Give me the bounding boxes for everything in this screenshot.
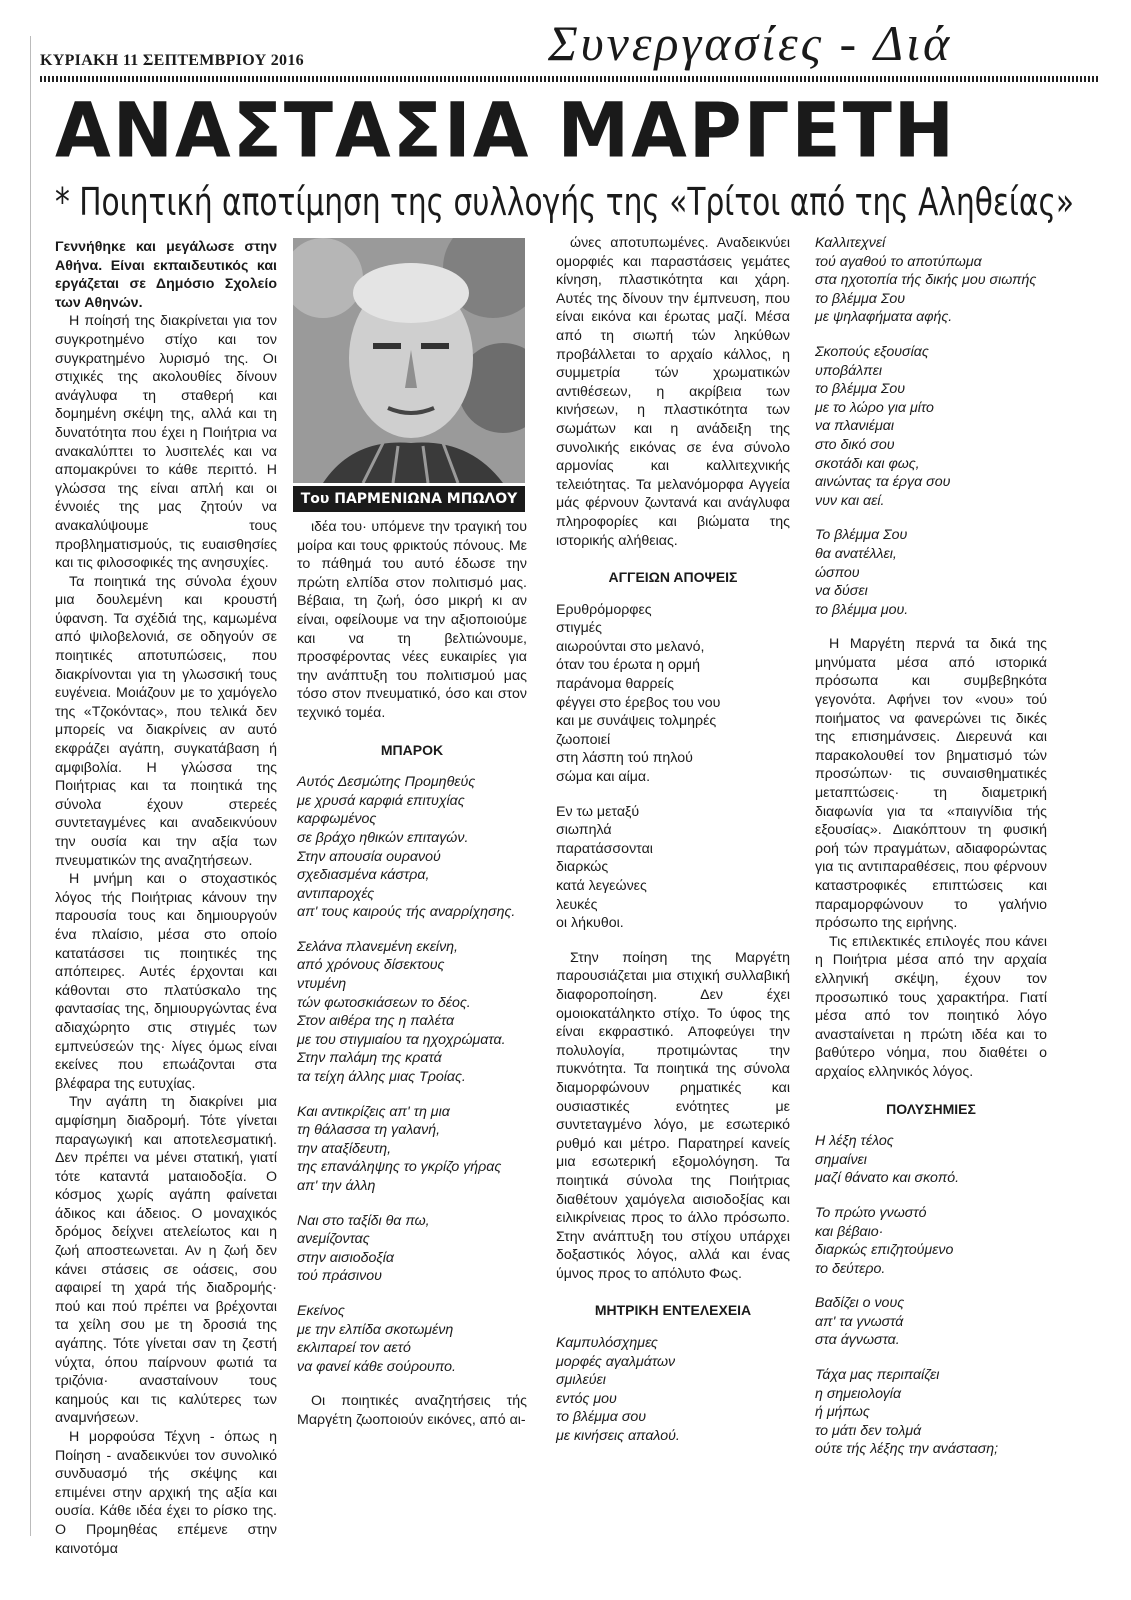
poem-line: το βλέμμα Σου [815,290,906,307]
poem-line: Το βλέμμα Σου [815,527,908,544]
column-2 [297,518,527,1430]
poem-line: το βλέμμα μου. [815,601,909,618]
poem-line: η σημειολογία [815,1385,902,1402]
poem-line: Εκείνος [297,1302,345,1319]
poem-line: να πλανιέμαι [815,418,895,435]
poem [556,1334,790,1446]
paragraph: ιδέα του· υπόμενε την τραγική του μοίρα και τους φρικτούς πόνους. Με το πάθημά του αυτό έδωσε την πρώτη ελπίδα στον πολιτισμό μας. Βέβαια, τη ζωή, όσο μικρή κι αν είναι, οφείλουμε να την αξιοποιούμε και να τη βελτιώνουμε, προσφέροντας νέες ευκαιρίες για την ανάπτυξη του πολιτισμού μας τόσο στον πνευματικό, όσο και στον τεχνικό τομέα. [297,519,527,721]
poem [815,1132,1047,1459]
paragraph: Τα ποιητικά της σύνολα έχουν μια δουλεμένη και κρουστή ύφανση. Τα σχέδιά της, καμωμένα από ψιλοβελονιά, σε οδηγούν σε ποιητικές αποτυπώσεις, που διακρίνονται για τη γλωσσική τους ευγένεια. Μοιάζουν με το χαμόγελο της «Τζοκόντας», που τελικά δεν μπορείς να διακρίνεις αν αυτό εκφράζει αγάπη, συγκατάβαση ή αμφιβολία. Η γλώσσα της Ποιήτριας και τα ποιητικά της σύνολα έχουν στερεές συντεταγμένες και αναδεικνύουν την ουσία και την αξία των πνευματικών της αναζητήσεων. [55,573,277,869]
poem-line: Η λέξη τέλος [815,1133,894,1150]
poem-line: και βέβαιο· [815,1223,884,1240]
poem-line: εκλιπαρεί τον αετό [297,1340,411,1357]
poem-line: στιγμές [556,620,602,637]
poem-line: σώμα και αίμα. [556,769,651,786]
poem-stanza [815,343,1047,510]
poem-line: Αυτός Δεσμώτης Προμηθεύς [297,774,476,791]
poem-line: ντυμένη [297,976,347,993]
column-4 [815,234,1047,1475]
paragraph: Την αγάπη τη διακρίνει μια αμφίσημη διαδρομή. Τότε γίνεται παραγωγική και αποτελεσματική. Δεν πρέπει να μένει στατική, γιατί τότε καταντά ματαιοδοξία. Ο κόσμος χωρίς αγάπη φαίνεται άδικος και άδειος. Ο μοναχικός δρόμος δείχνει ατελείωτος και η ζωή αποστεωνεται. Αν η ζωή δεν κάνει στάσεις σε οάσεις, σου αφαιρεί τη χαρά τής διαδρομής· πού και πού πρέπει να βρέχονται τα χείλη σου με τη δροσιά της αγάπης. Τότε γίνεται σαν τη ζεστή νύχτα, όπου παίρνουν φωτιά τα τριζόνια· ανασταίνουν τους καημούς και τις καλύτερες των αναμνήσεων. [55,1094,277,1427]
poem-stanza [297,1103,527,1196]
poem-line: Καμπυλόσχημες [556,1335,658,1352]
article-title: ΑΝΑΣΤΑΣΙΑ ΜΑΡΓΕΤΗ [55,85,957,175]
portrait-image [293,238,525,483]
poem-line: Σκοπούς εξουσίας [815,343,929,360]
paragraph: Τις επιλεκτικές επιλογές που κάνει η Ποιήτρια μέσα από την αρχαία ελληνική σκέψη, έχουν τον προσωπικό τους χαρακτήρα. Γιατί μέσα από τον ποιητικό λόγο ανασταίνεται η πρώτη ιδέα και το βαθύτερο νόημα, που διαθέτει ο αρχαίος ελληνικός λόγος. [815,933,1047,1080]
poem-line: ή μήπως [815,1404,870,1421]
poem-line: στα ηχοτοπία τής δικής μου σιωπής [815,272,1037,289]
poem-line: σμιλεύει [556,1372,606,1389]
poem-line: το βλέμμα Σου [815,381,906,398]
poem [815,234,1047,619]
poem-line: απ' τα γνωστά [815,1313,904,1330]
poem-line: Στον αιθέρα της η παλέτα [297,1013,455,1030]
poem-stanza [815,234,1047,327]
column-3 [556,234,790,1446]
poem-line: στη λάσπη τού πηλού [556,750,693,767]
poem-line: σχεδιασμένα κάστρα, [297,867,430,884]
poem-line: στα άγνωστα. [815,1332,900,1349]
poem-line: στην αισιοδοξία [297,1249,394,1266]
poem-stanza [815,1204,1047,1278]
poem-line: τα τείχη άλλης μιας Τροίας. [297,1069,466,1086]
article-subtitle: * Ποιητική αποτίμηση της συλλογής της «Τρίτοι από της Αληθείας» [55,180,1075,224]
poem-heading: ΑΓΓΕΙΩΝ ΑΠΟΨΕΙΣ [608,569,738,586]
poem-line: το μάτι δεν τολμά [815,1422,922,1439]
poem-line: με χρυσά καρφιά επιτυχίας [297,792,465,809]
paragraph: Οι ποιητικές αναζητήσεις τής Μαργέτη ζωοποιούν εικόνες, από αι- [297,1393,527,1428]
poem-line: τού πράσινου [297,1268,382,1285]
poem-line: με την ελπίδα σκοτωμένη [297,1321,454,1338]
poem-line: με το λώρο για μίτο [815,399,934,416]
poem-line: παράνομα θαρρείς [556,676,674,693]
poem-line: την αταξίδευτη, [297,1140,392,1157]
poem-stanza [815,1366,1047,1459]
poem-line: Καλλιτεχνεί [815,235,886,251]
poem-line: καρφωμένος [297,811,377,828]
poem-line: τη θάλασσα τη γαλανή, [297,1122,441,1139]
section-title: Συνεργασίες - Διά [548,15,953,71]
poem [297,773,527,1376]
poem-line: οι λήκυθοι. [556,915,624,932]
margin-line [30,36,31,1536]
paragraph: Η Μαργέτη περνά τα δικά της μηνύματα μέσα από ιστορικά πρόσωπα και συμβεβηκότα γεγονότα. Αφήνει τον «νου» τού ποιήματος να φανερώνει τις δικές της επισημάνσεις. Διερευνά και παρακολουθεί τον βηματισμό τών προσώπων· τις συναισθηματικές μεταπτώσεις· τη διαμετρική διαφωνία για τα «παιγνίδια τής εξουσίας». Διακόπτουν τη φυσική ροή τών πραγμάτων, αδιαφορώντας για τις αντιπαραθέσεις, που φέρνουν καταστροφικές επιπτώσεις και παραμορφώνουν το γαλήνιο πρόσωπο της ειρήνης. [815,636,1047,932]
poem-line: Ναι στο ταξίδι θα πω, [297,1212,430,1229]
poem-line: απ' την άλλη [297,1178,376,1194]
poem-line: Εν τω μεταξύ [556,803,640,820]
poem-line: μαζί θάνατο και σκοπό. [815,1170,960,1187]
poem-line: το βλέμμα σου [556,1409,647,1426]
poem-line: της επανάληψης το γκρίζο γήρας [297,1159,502,1176]
poem-line: σιωπηλά [556,822,612,839]
poem-line: αινώντας τα έργα σου [815,474,951,491]
poem-stanza [556,803,790,933]
poem-line: στο δικό σου [815,436,895,453]
poem-line: αντιπαροχές [297,885,375,902]
poem-line: μορφές αγαλμάτων [556,1353,676,1370]
poem-line: σκοτάδι και φως, [815,455,920,472]
paragraph: ώνες αποτυπωμένες. Αναδεικνύει ομορφιές και παραστάσεις γεμάτες κίνηση, πλαστικότητα και χάρη. Αυτές της δίνουν την έμπνευση, που είναι εικόνα και έρωτας μαζί. Μέσα από τη σιωπή τών ληκύθων προβάλλεται το αρχαίο κάλλος, η συμμετρία τών χρωματικών αντιθέσεων, η ακρίβεια των κινήσεων, η πλαστικότητα των σωμάτων και η ανάδειξη της συνολικής εικόνας σε ένα σύνολο αρμονίας και καλλιτεχνικής τελειότητας. Τα μελανόμορφα Αγγεία μάς φέρνουν ζωντανά και ανάγλυφα πληροφορίες και βιώματα της ιστορικής αλήθειας. [556,235,790,549]
poem-stanza [297,938,527,1087]
poem-stanza [297,1302,527,1376]
poem-line: σημαίνει [815,1151,867,1168]
poem-line: και με συνάψεις τολμηρές [556,713,717,730]
poem-line: Στην απουσία ουρανού [297,848,441,865]
poem-line: με ψηλαφήματα αφής. [815,309,953,326]
poem-line: ανεμίζοντας [297,1231,370,1248]
poem-line: Και αντικρίζεις απ' τη μια [297,1103,450,1120]
poem-line: Τάχα μας περιπαίζει [815,1367,940,1384]
paragraph: Η μνήμη και ο στοχαστικός λόγος τής Ποιήτριας κάνουν την παρουσία τους και δημιουργούν ένα πλαίσιο, μέσα στο οποίο κατατάσσει τις ποιητικές της απόπειρες. Αυτές έρχονται και κάθονται στο πλατύσκαλο της φαντασίας της, δημιουργώντας ένα αδιαχώρητο στις στιγμές των εμπνεύσεών της· λίγες όμως είναι εκείνες που επωάζονται στα βλέφαρα της ευτυχίας. [55,871,277,1092]
poem-line: Ερυθρόμορφες [556,601,652,618]
poem-heading: ΜΠΑΡΟΚ [380,741,444,758]
lead-paragraph: Γεννήθηκε και μεγάλωσε στην Αθήνα. Είναι εκπαιδευτικός και εργάζεται σε Δημόσιο Σχολείο των Αθηνών. [55,239,277,311]
poem-line: Σελάνα πλανεμένη εκείνη, [297,938,458,955]
poem-line: ζωοποιεί [556,731,611,748]
poem-line: ώσπου [815,564,860,581]
poem-line: λευκές [556,896,598,913]
poem-line: αιωρούνται στο μελανό, [556,638,705,655]
poem-line: νυν και αεί. [815,492,885,509]
poem-line: Βαδίζει ο νους [815,1295,905,1312]
issue-date: ΚΥΡΙΑΚΗ 11 ΣΕΠΤΕΜΒΡΙΟΥ 2016 [40,52,304,69]
paragraph: Η μορφούσα Τέχνη - όπως η Ποίηση - αναδεικνύει τον συνολικό συνδυασμό τής σκέψης και επιμένει στην αρχική της αξία και ουσία. Κάθε ιδέα έχει το ρίσκο της. Ο Προμηθέας επέμενε στην καινοτόμα [55,1429,277,1557]
poem-line: φέγγει στο έρεβος του νου [556,694,721,711]
poem-line: Στην παλάμη της κρατά [297,1050,442,1067]
poem-stanza [297,773,527,922]
poem-line: από χρόνους δίσεκτους [297,957,445,974]
poem-line: να φανεί κάθε σούρουπο. [297,1358,456,1375]
author-byline: Του ΠΑΡΜΕΝΙΩΝΑ ΜΠΩΛΟΥ [293,486,525,512]
poem-line: διαρκώς επιζητούμενο [815,1242,954,1259]
poem-line: με κινήσεις απαλού. [556,1428,680,1445]
poem-line: κατά λεγεώνες [556,878,647,894]
poem-line: διαρκώς [556,859,609,876]
poem-line: τού αγαθού το αποτύπωμα [815,253,982,270]
poem-heading: ΜΗΤΡΙΚΗ ΕΝΤΕΛΕΧΕΙΑ [594,1302,752,1319]
poem-line: τών φωτοσκιάσεων το δέος. [297,994,471,1011]
poem-line: ούτε τής λέξης την ανάσταση; [815,1441,999,1458]
poem-line: απ' τους καιρούς τής αναρρίχησης. [297,904,516,921]
poem-line: να δύσει [815,583,868,600]
poem-line: παρατάσσονται [556,840,653,857]
paragraph: Στην ποίηση της Μαργέτη παρουσιάζεται μια στιχική συλλαβική διαφοροποίηση. Δεν έχει ομοιοκατάληκτο στίχο. Το ύφος της είναι εκφραστικό. Αποφεύγει την πολυλογία, προτιμώντας την πυκνότητα. Τα ποιητικά της σύνολα διαμορφώνουν ρηματικές και ουσιαστικές ενότητες με συντεταγμένο λόγο, με εσωτερικό ρυθμό και μέτρο. Παρατηρεί κανείς μια εσωτερική εξομολόγηση. Τα ποιητικά σύνολα της Ποιήτριας διαθέτουν χαμόγελα αισιοδοξίας και ειλικρίνειας προς το άλλο πρόσωπο. Στην ανάπτυξη του στίχου υπάρχει δοξαστικός λόγος, αλλά και ένας ύμνος προς το απόλυτο Φως. [556,949,790,1282]
poem-stanza [297,1212,527,1286]
poem-line: με του στιγμιαίου τα ηχοχρώματα. [297,1031,506,1048]
poem [556,601,790,933]
poem-line: το δεύτερο. [815,1260,886,1277]
header-rule [40,76,1100,82]
poem-stanza [815,1132,1047,1188]
paragraph: Η ποίησή της διακρίνεται για τον συγκροτημένο στίχο και τον συγκρατημένο λυρισμό της. Οι στιχικές της ακολουθίες δίνουν ανάγλυφα τη σταθερή και δομημένη σκέψη της, αλλά και τη δυνατότητα που έχει η Ποιήτρια να ανακαλύπτει το λυσιτελές και να απομακρύνει το κάθε περιττό. Η γλώσσα της είναι απλή και οι έννοιές της μας ζητούν να ανακαλύψουμε τους προβληματισμούς, τις ευαισθησίες και τις φιλοσοφικές της ανησυχίες. [55,313,277,572]
poem-line: υποβάλπει [815,362,883,379]
poem-line: θα ανατέλλει, [815,545,897,562]
poem-line: Το πρώτο γνωστό [815,1204,927,1221]
poem-stanza [556,601,790,787]
column-1 [55,238,277,1558]
poem-line: όταν του έρωτα η ορμή [556,657,701,674]
poem-line: σε βράχο ηθικών επιταγών. [297,829,469,846]
author-photo [293,238,525,483]
poem-heading: ΠΟΛΥΣΗΜΙΕΣ [886,1100,976,1117]
poem-line: εντός μου [556,1390,617,1407]
poem-stanza [815,526,1047,619]
poem-stanza [815,1294,1047,1350]
